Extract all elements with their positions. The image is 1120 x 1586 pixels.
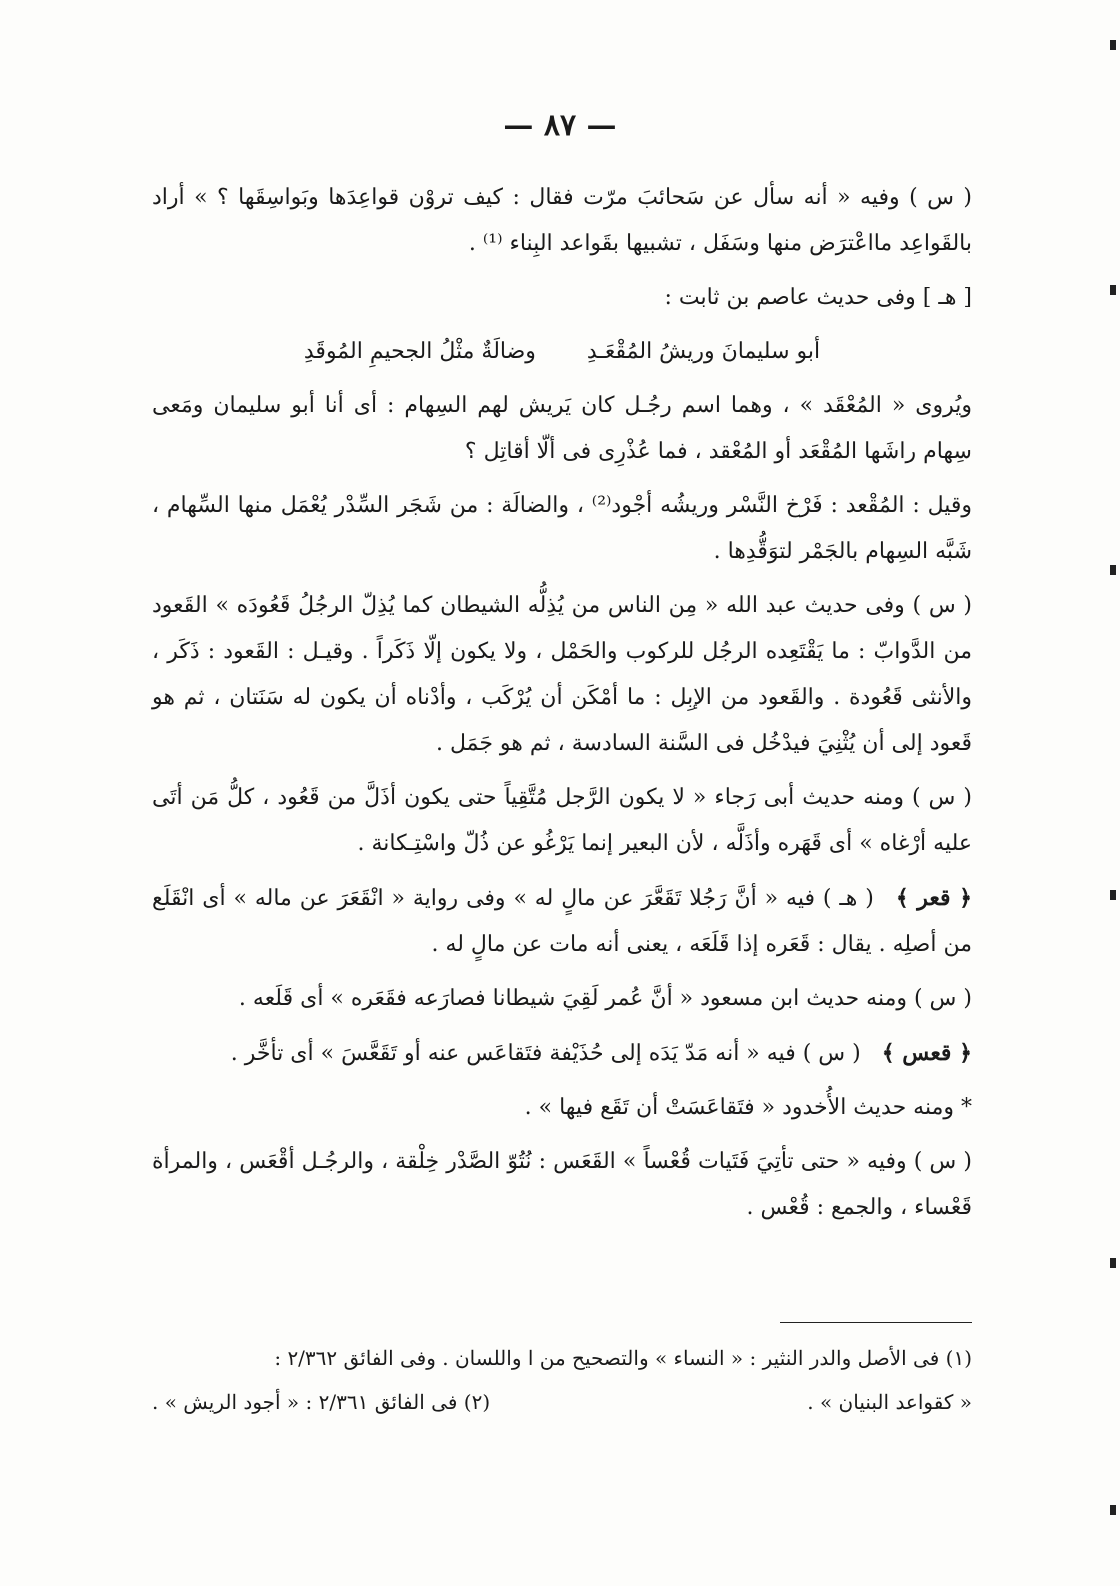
- main-text: [152, 175, 972, 1239]
- headword-qaar: ﴿ قعر ﴾: [895, 885, 972, 911]
- entry-paragraph-qaas: [152, 1030, 972, 1077]
- entry-paragraph: ( س ) وفيه « حتى تأتِيَ فَتَيات قُعْساً » القَعَس : نُتُوّ الصَّدْر خِلْقة ، والرجُـل أقْعَس ، والمرأة قَعْساء ، والجمع : قُعْس .: [152, 1149, 972, 1220]
- entry-paragraph-qaar: [152, 875, 972, 968]
- scan-edge-mark: [1110, 890, 1116, 900]
- scan-edge-mark: [1110, 1258, 1116, 1268]
- footnote-2: (٢) فى الفائق ٢/٣٦١ : « أجود الريش » .: [152, 1390, 491, 1414]
- entry-paragraph: ( س ) وفيه « أنه سأل عن سَحائبَ مرّت فقال : كيف تروْن قواعِدَها وبَواسِقَها ؟ » أراد بالقَواعِد مااعْترَض منها وسَفَل ، تشبيها بقَواعد البِناء ⁽¹⁾ .: [152, 185, 972, 256]
- verse-hemistich-second: وضالَةٌ مثْلُ الجحيمِ المُوقَدِ: [303, 339, 536, 364]
- entry-text: ( س ) فيه « أنه مَدّ يَدَه إلى حُذَيْفة فتَقاعَس عنه أو تَقَعَّسَ » أى تأخَّر .: [230, 1041, 861, 1066]
- scan-edge-mark: [1110, 40, 1116, 50]
- footnotes: [152, 1336, 972, 1424]
- verse-hemistich-first: أبو سليمانَ وريشُ المُقْعَـدِ: [586, 339, 821, 364]
- scan-edge-mark: [1110, 1505, 1116, 1515]
- footnote-row: [152, 1380, 972, 1424]
- footnote-1-line-2: « كقواعد البنيان » .: [807, 1390, 972, 1414]
- entry-paragraph: ويُروى « المُعْقَد » ، وهما اسم رجُـل كان يَريش لهم السِهام : أى أنا أبو سليمان ومَعى سِهام راشَها المُقْعَد أو المُعْقد ، فما عُذْرِى فى ألّا أقاتِل ؟: [152, 393, 972, 464]
- entry-paragraph: * ومنه حديث الأُخدود « فتَقاعَسَتْ أن تَقَع فيها » .: [524, 1095, 972, 1120]
- page-number: — ٨٧ —: [503, 108, 617, 143]
- entry-paragraph: ( س ) وفى حديث عبد الله « مِن الناس من يُذِلُّه الشيطان كما يُذِلّ الرجُلُ قَعُودَه » القَعود من الدَّوابّ : ما يَقْتَعِده الرجُل للركوب والحَمْل ، ولا يكون إلّا ذَكَراً . وقيـل : القَعود : ذَكَر ، والأنثى قَعُودة . والقَعود من الإبِل : ما أمْكَن أن يُرْكَب ، وأدْناه أن يكون له سَنَتان ، ثم هو قَعود إلى أن يُثْنِيَ فيدْخُل فى السَّنة السادسة ، ثم هو جَمَل .: [152, 593, 972, 756]
- footnote-1-line-1: (١) فى الأصل والدر النثير : « النساء » والتصحيح من ا واللسان . وفى الفائق ٢/٣٦٢ :: [274, 1346, 972, 1370]
- footnote-divider: [780, 1322, 972, 1323]
- entry-paragraph: ( س ) ومنه حديث أبى رَجاء « لا يكون الرَّجل مُتَّقِياً حتى يكون أذَلَّ من قَعُود ، كلُّ مَن أتَى عليه أرْغاه » أى قَهَره وأذَلَّه ، لأن البعير إنما يَرْغُو عن ذُلّ واسْتِـكانة .: [152, 785, 972, 856]
- entry-paragraph: وقيل : المُقْعد : فَرْخ النَّسْر وريشُه أجْود⁽²⁾ ، والضالَة : من شَجَر السِّدْر يُعْمَل منها السِّهام ، شَبَّه السِهام بالجَمْر لتوَقُّدِها .: [152, 493, 973, 564]
- scan-edge-mark: [1110, 285, 1116, 295]
- entry-paragraph: [ هـ ] وفى حديث عاصم بن ثابت :: [664, 285, 972, 310]
- entry-paragraph: ( س ) ومنه حديث ابن مسعود « أنَّ عُمر لَقِيَ شيطانا فصارَعه فقَعَره » أى قَلَعه .: [238, 986, 972, 1011]
- entry-text: ( هـ ) فيه « أنَّ رَجُلا تَقَعَّرَ عن مالٍ له » وفى رواية « انْقَعَرَ عن ماله » أى انْقَلَع من أصلِه . يقال : قَعَره إذا قَلَعَه ، يعنى أنه مات عن مالٍ له .: [152, 886, 972, 957]
- poetry-verse: [152, 329, 972, 375]
- scan-edge-mark: [1110, 565, 1116, 575]
- headword-qaas: ﴿ قعس ﴾: [881, 1040, 972, 1066]
